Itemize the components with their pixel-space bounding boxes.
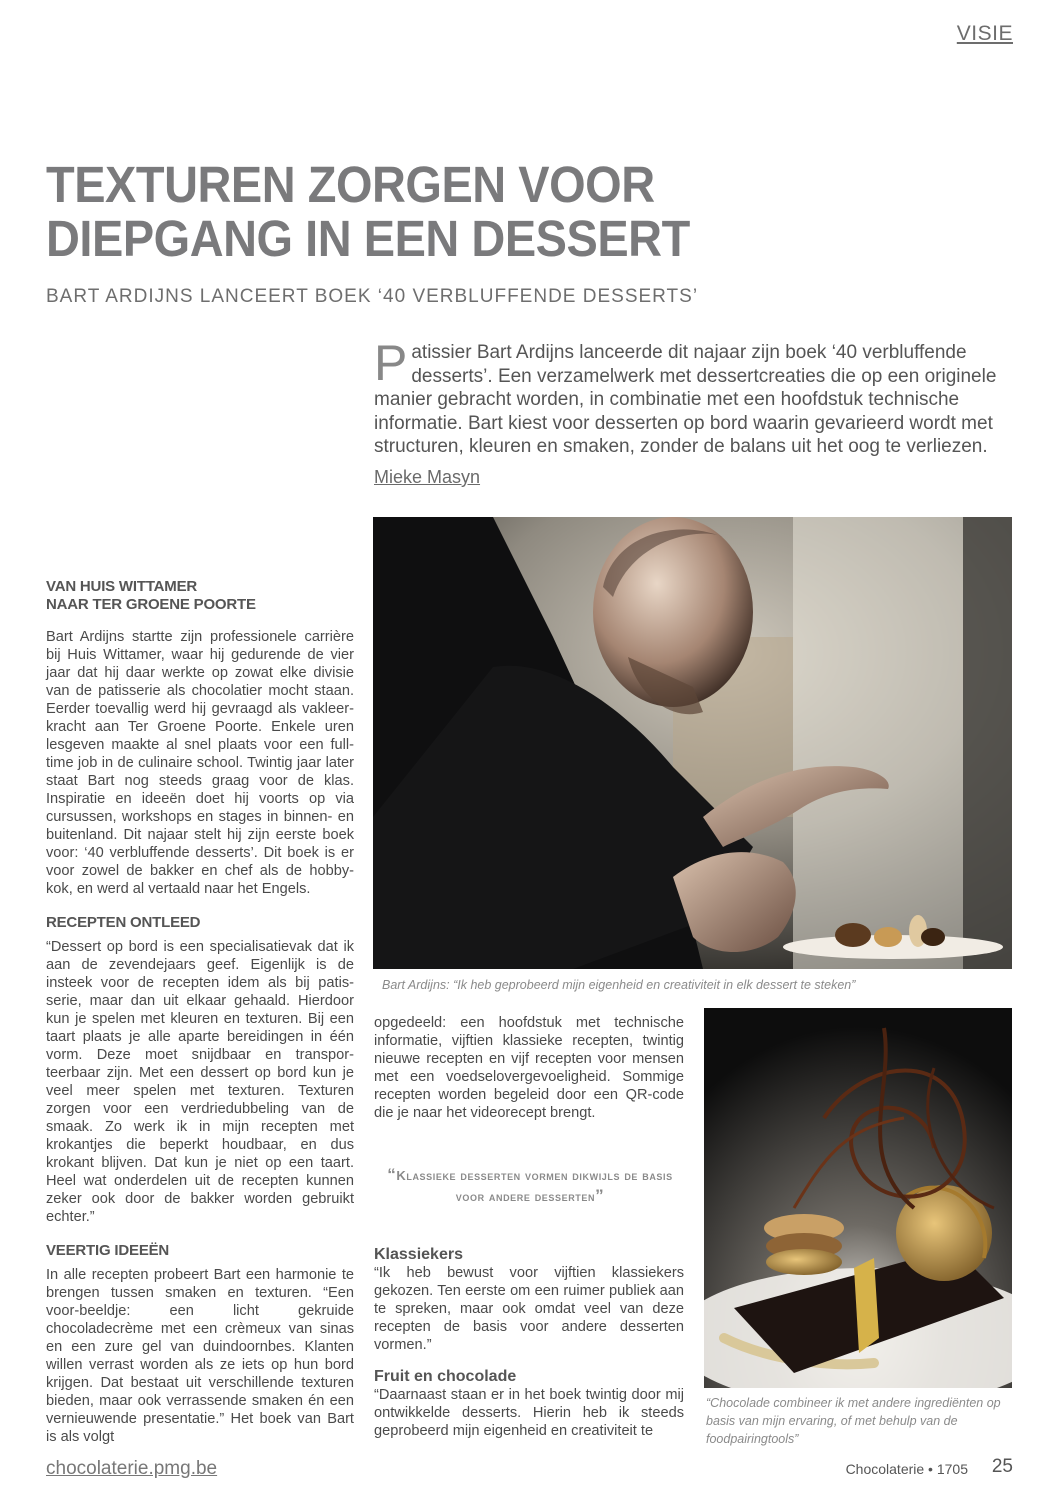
dessert-photo: [704, 1008, 1012, 1388]
intro-paragraph: [374, 335, 1014, 459]
dessert-illustration: [704, 1008, 1012, 1388]
heading-klassiekers: Klassiekers: [374, 1246, 463, 1263]
magazine-issue: Chocolaterie • 1705: [845, 1461, 968, 1477]
heading-recepten-ontleed: RECEPTEN ONTLEED: [46, 914, 201, 931]
chef-photo-caption: Bart Ardijns: “Ik heb geprobeerd mijn eigenheid en creativiteit in elk dessert te steken”: [382, 978, 856, 992]
paragraph-career: Bart Ardijns startte zijn professionele carrière bij Huis Wittamer, waar hij gedurende de vier jaar dat hij daar werkte op zowat elke divisie van de patisserie als chocolatier mocht staan. Eerder toevallig werd hij gevraagd als vakleer-kracht aan Ter Groene Poorte. Enkele uren lesgeven maakte al snel plaats voor een full-time job in de culinaire school. Twintig jaar later staat Bart nog steeds graag voor de klas. Inspiratie en ideeën doet hij voorts op via cursussen, workshops en stages in binnen- en buitenland. Dit najaar stelt hij zijn eerste boek voor: ‘40 verbluffende desserts’. Dit boek is er voor zowel de bakker en chef als de hobby-kok, en werd al vertaald naar het Engels.: [46, 629, 354, 897]
heading-huis-wittamer: [46, 578, 354, 614]
page-number: 25: [991, 1456, 1013, 1477]
section-tag[interactable]: VISIE: [956, 22, 1013, 45]
paragraph-recepten: “Dessert op bord is een specialisatievak dat ik aan de zevendejaars geef. Eigenlijk is de insteek voor de recepten idem als bij patis-serie, maar dan uit elkaar gehaald. Hierdoor kun je spelen met kleuren en texturen. Bij een taart plaats je alle aparte bereidingen in één vorm. Deze moet snijdbaar en transpor-teerbaar zijn. Met een dessert op bord kun je veel meer spelen met texturen. Texturen zorgen voor een verdriedubbeling van de smaak. Zo werk ik in mijn recepten met krokantjes die beperkt houdbaar, en dus krokant blijven. Dat kun je niet op een taart. Heel wat onderdelen uit de recepten kunnen zeker ook door de bakker worden gebruikt echter.”: [46, 939, 354, 1225]
paragraph-klassiekers: “Ik heb bewust voor vijftien klassiekers gekozen. Ten eerste om een ruimer publiek aan te spreken, maar ook omdat veel van deze recepten de basis voor andere desserten vormen.”: [374, 1265, 684, 1353]
drop-cap: P: [374, 335, 408, 391]
paragraph-fruit: “Daarnaast staan er in het boek twintig door mij ontwikkelde desserts. Hierin heb ik steeds geprobeerd mijn eigenheid en creativiteit te: [374, 1387, 684, 1439]
title-line-1: TEXTUREN ZORGEN VOOR: [46, 156, 655, 213]
chef-illustration: [373, 517, 1012, 969]
chef-photo: [373, 517, 1012, 969]
heading-line-2: NAAR TER GROENE POORTE: [46, 596, 256, 613]
author-link[interactable]: Mieke Masyn: [374, 467, 481, 487]
article-title: [46, 158, 690, 266]
left-column: [46, 578, 354, 1446]
heading-veertig-ideeen: VEERTIG IDEEËN: [46, 1242, 170, 1259]
title-line-2: DIEPGANG IN EEN DESSERT: [46, 210, 690, 267]
quote-open-mark: “: [387, 1165, 397, 1184]
quote-close-mark: ”: [595, 1186, 605, 1205]
pull-quote: [380, 1165, 680, 1207]
dessert-photo-caption: “Chocolade combineer ik met andere ingrediënten op basis van mijn ervaring, of met behulp van de foodpairingtools”: [706, 1396, 1001, 1446]
heading-line-1: VAN HUIS WITTAMER: [46, 578, 198, 595]
quote-text: Klassieke desserten vormen dikwijls de basis voor andere desserten: [396, 1168, 673, 1204]
paragraph-ideeen: In alle recepten probeert Bart een harmonie te brengen tussen smaken en texturen. “Een voor-beeldje: een licht gekruide chocoladecrème met een crèmeux van sinas en een zure gel van duindoornbes. Klanten willen verrast worden als ze iets op hun bord krijgen. Dat bestaat uit verschillende texturen bieden, maar ook verrassende smaken én een vernieuwende presentatie.” Het boek van Bart is als volgt: [46, 1267, 354, 1445]
article-subtitle: BART ARDIJNS LANCEERT BOEK ‘40 VERBLUFFENDE DESSERTS’: [46, 286, 699, 307]
middle-column-lower: [374, 1246, 684, 1440]
website-link[interactable]: chocolaterie.pmg.be: [46, 1458, 218, 1479]
intro-text: atissier Bart Ardijns lanceerde dit najaar zijn boek ‘40 verbluffende desserts’. Een verzamelwerk met dessertcreaties die op een originele manier gebracht worden, in combinatie met een hoofdstuk technische informatie. Bart kiest voor desserten op bord waarin gevarieerd wordt met structuren, kleuren en smaken, zonder de balans uit het oog te verliezen.: [374, 342, 997, 457]
middle-column: [374, 1014, 684, 1122]
heading-fruit-en-chocolade: Fruit en chocolade: [374, 1368, 517, 1385]
paragraph-opgedeeld: opgedeeld: een hoofdstuk met technische informatie, vijftien klassieke recepten, twintig nieuwe recepten en vijf recepten voor mensen met een voedselovergevoeligheid. Sommige recepten worden begeleid door een QR-code die je naar het videorecept brengt.: [374, 1015, 684, 1121]
